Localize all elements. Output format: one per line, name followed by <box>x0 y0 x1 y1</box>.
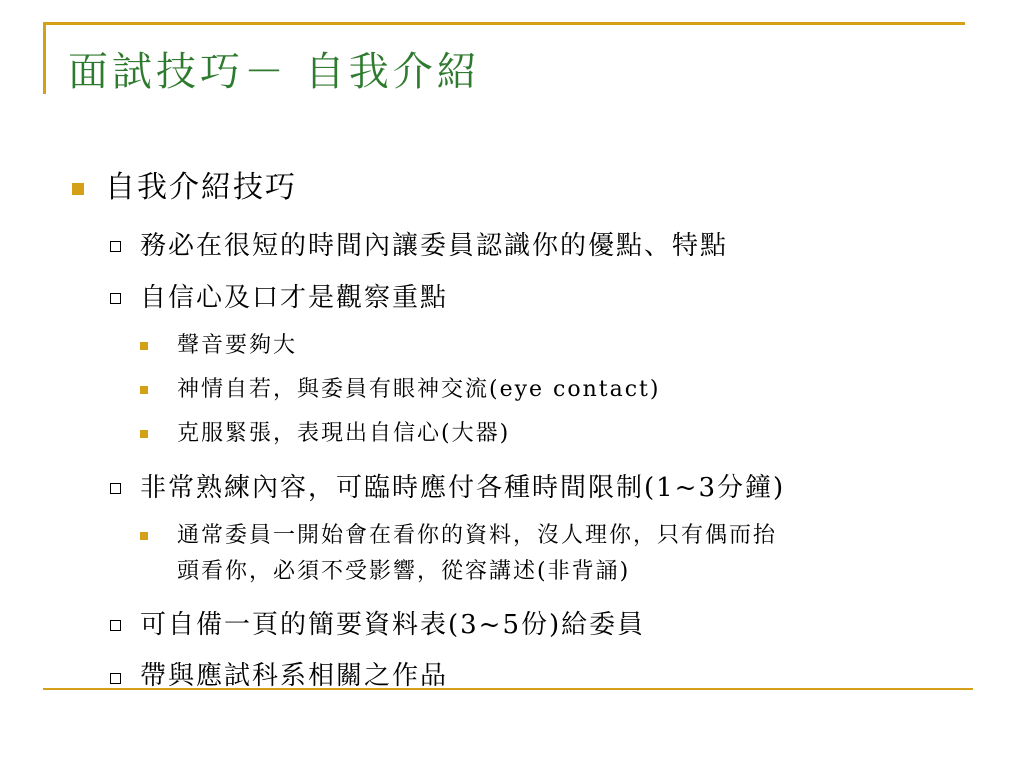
bullet-text: 通常委員一開始會在看你的資料，沒人理你，只有偶而抬 <box>177 523 778 548</box>
bullet-item <box>140 470 785 506</box>
bullet-item <box>177 374 660 406</box>
bullet-item <box>105 168 297 208</box>
bullet-item <box>140 228 728 264</box>
bullet-text: 自我介紹技巧 <box>105 170 297 205</box>
bullet-text: 自信心及口才是觀察重點 <box>140 283 449 313</box>
hollow-square-bullet-icon <box>110 483 121 494</box>
bullet-text: 神情自若，與委員有眼神交流(eye contact) <box>177 377 661 402</box>
bullet-text: 克服緊張，表現出自信心(大器) <box>177 421 511 446</box>
bullet-item <box>140 607 645 643</box>
bullet-item <box>140 280 448 316</box>
hollow-square-bullet-icon <box>110 241 121 252</box>
bullet-text: 頭看你，必須不受影響，從容講述(非背誦) <box>177 559 631 584</box>
bullet-text: 務必在很短的時間內讓委員認識你的優點、特點 <box>140 231 729 261</box>
bullet-item-continuation <box>177 556 630 588</box>
bullet-text: 帶與應試科系相關之作品 <box>140 661 449 691</box>
square-bullet-icon <box>140 430 148 438</box>
square-bullet-icon <box>72 183 84 195</box>
bullet-item <box>177 330 297 362</box>
hollow-square-bullet-icon <box>110 293 121 304</box>
bullet-text: 聲音要夠大 <box>177 333 298 358</box>
bullet-item <box>177 520 777 552</box>
top-rule <box>43 22 965 25</box>
square-bullet-icon <box>140 342 148 350</box>
bullet-item <box>177 418 510 450</box>
bullet-item <box>140 658 448 694</box>
bullet-text: 可自備一頁的簡要資料表(3~5份)給委員 <box>140 610 646 640</box>
hollow-square-bullet-icon <box>110 620 121 631</box>
slide-title: 面試技巧－ 自我介紹 <box>68 49 481 95</box>
left-rule <box>43 22 46 94</box>
bullet-text: 非常熟練內容，可臨時應付各種時間限制(1~3分鐘) <box>140 473 786 503</box>
square-bullet-icon <box>140 386 148 394</box>
hollow-square-bullet-icon <box>110 673 121 684</box>
square-bullet-icon <box>140 532 148 540</box>
